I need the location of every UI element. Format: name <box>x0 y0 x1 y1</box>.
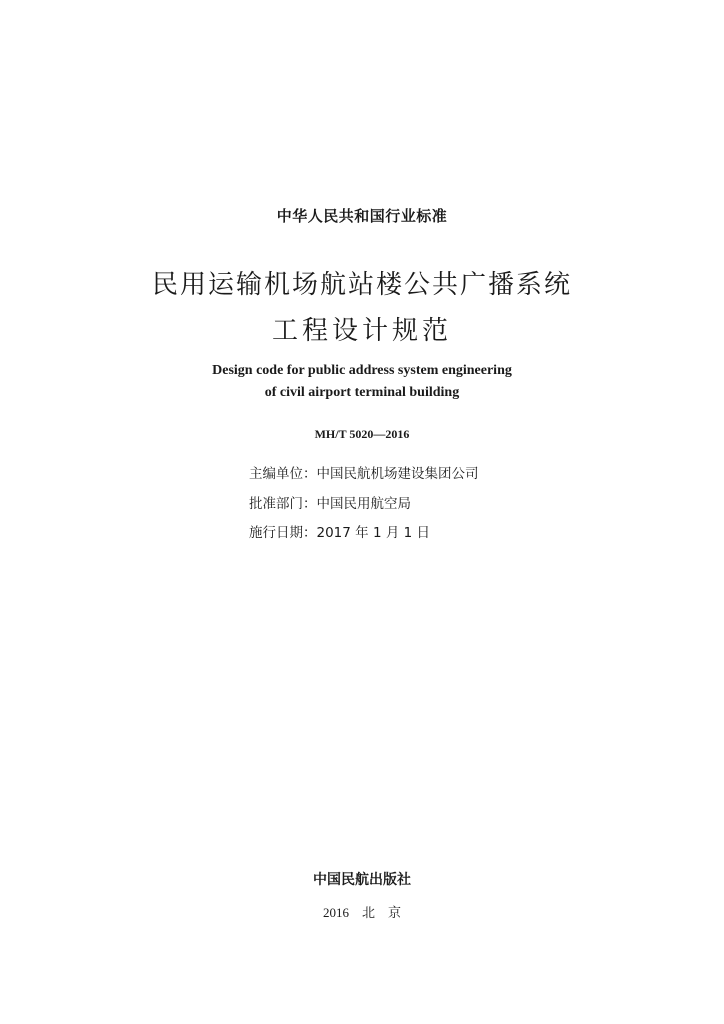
info-row-editor <box>249 462 479 482</box>
industry-standard-heading: 中华人民共和国行业标准 <box>276 207 448 225</box>
info-label: 施行日期： <box>249 525 317 541</box>
info-label: 主编单位： <box>249 466 317 482</box>
title-cn-line-1: 民用运输机场航站楼公共广播系统 <box>151 270 572 300</box>
info-value: 2017 年 1 月 1 日 <box>316 525 430 541</box>
publisher-name: 中国民航出版社 <box>313 872 411 888</box>
info-label: 批准部门： <box>249 496 317 512</box>
info-row-effective-date <box>249 521 430 541</box>
info-value: 中国民用航空局 <box>316 496 411 512</box>
title-en-line-1: Design code for public address system engineering <box>212 363 512 378</box>
standard-code: MH/T 5020—2016 <box>314 427 410 441</box>
title-en-line-2: of civil airport terminal building <box>264 385 460 400</box>
info-value: 中国民航机场建设集团公司 <box>316 466 479 482</box>
info-row-approver <box>249 492 411 512</box>
title-cn-line-2: 工程设计规范 <box>271 316 452 346</box>
publish-year-place: 2016 北 京 <box>322 905 401 920</box>
